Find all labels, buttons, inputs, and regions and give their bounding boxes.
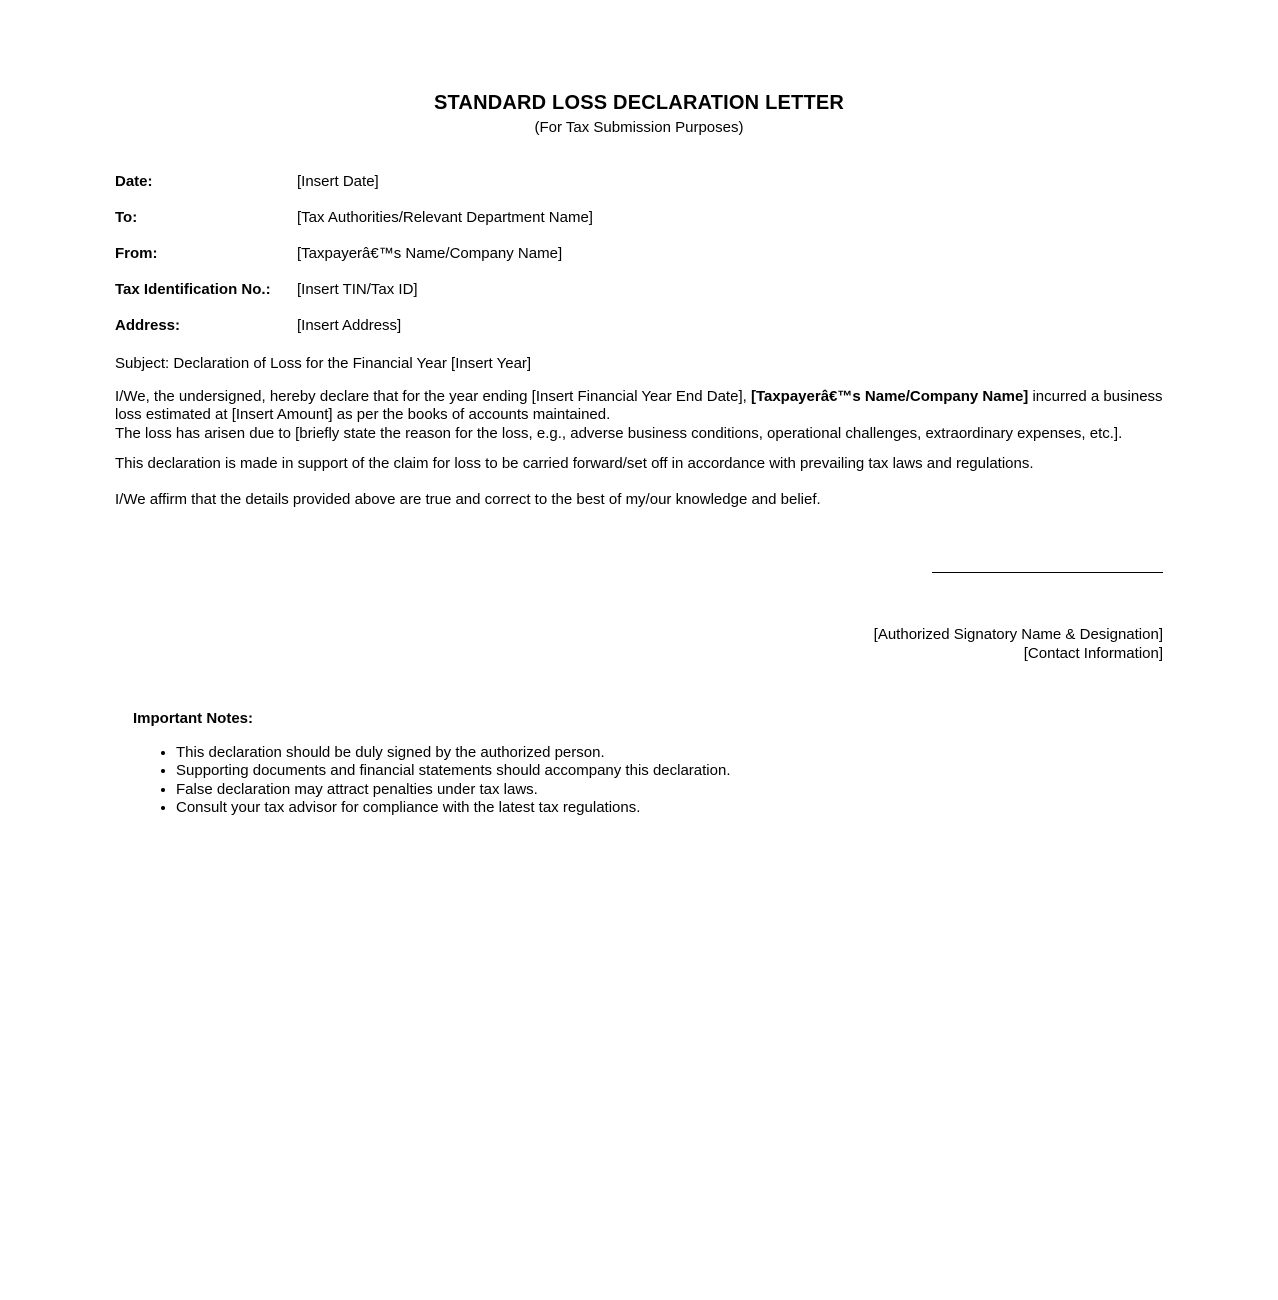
document-title: STANDARD LOSS DECLARATION LETTER: [433, 92, 845, 114]
field-value-address: [Insert Address]: [297, 316, 402, 334]
field-label-date: Date:: [115, 172, 153, 190]
field-row-address: [115, 317, 1163, 336]
field-value-tax-id: [Insert TIN/Tax ID]: [297, 280, 418, 298]
important-notes-heading: Important Notes:: [133, 710, 253, 727]
field-row-date: [115, 173, 1163, 192]
field-label-tax-id: Tax Identification No.:: [115, 280, 271, 298]
signature-line: [932, 572, 1163, 573]
body-paragraph-declaration: [115, 388, 1163, 444]
subject-line: Subject: Declaration of Loss for the Financial Year [Insert Year]: [115, 355, 532, 372]
body-paragraph-affirmation: I/We affirm that the details provided above are true and correct to the best of my/our knowledge and belief.: [115, 490, 821, 508]
signatory-name-designation: [Authorized Signatory Name & Designation]: [873, 626, 1163, 643]
field-label-address: Address:: [115, 316, 181, 334]
note-item-signed: • This declaration should be duly signed by the authorized person.: [176, 744, 1163, 763]
field-row-from: [115, 245, 1163, 264]
body-paragraph-claim: This declaration is made in support of the claim for loss to be carried forward/set off in accordance with prevailing tax laws and regulations.: [115, 455, 1034, 472]
signatory-contact: [Contact Information]: [1023, 644, 1163, 662]
field-value-to: [Tax Authorities/Relevant Department Name]: [297, 208, 593, 226]
field-label-to: To:: [115, 208, 138, 226]
note-item-consult-advisor: • Consult your tax advisor for compliance with the latest tax regulations.: [176, 799, 1163, 818]
field-row-tax-id: [115, 281, 1163, 300]
important-notes-list: [115, 744, 1163, 818]
header-fields: [115, 173, 1163, 336]
note-item-supporting-documents: • Supporting documents and financial statements should accompany this declaration.: [176, 762, 1163, 781]
declaration-text-after: incurred a business loss estimated at [Insert Amount] as per the books of accounts maintained.: [115, 387, 1163, 423]
note-item-false-declaration: • False declaration may attract penalties under tax laws.: [176, 781, 1163, 800]
taxpayer-name-bold: [Taxpayerâ€™s Name/Company Name]: [750, 387, 1029, 405]
field-value-date: [Insert Date]: [297, 172, 379, 190]
document-subtitle: (For Tax Submission Purposes): [534, 119, 744, 136]
signature-block: [115, 626, 1163, 663]
field-value-from: [Taxpayerâ€™s Name/Company Name]: [297, 244, 563, 262]
loss-reason-text: The loss has arisen due to [briefly state the reason for the loss, e.g., adverse business conditions, operational challenges, extraordinary expenses, etc.].: [115, 424, 1123, 442]
field-label-from: From:: [115, 244, 158, 262]
declaration-text-before: I/We, the undersigned, hereby declare that for the year ending [Insert Financial Year End Date],: [115, 387, 751, 405]
field-row-to: [115, 209, 1163, 228]
